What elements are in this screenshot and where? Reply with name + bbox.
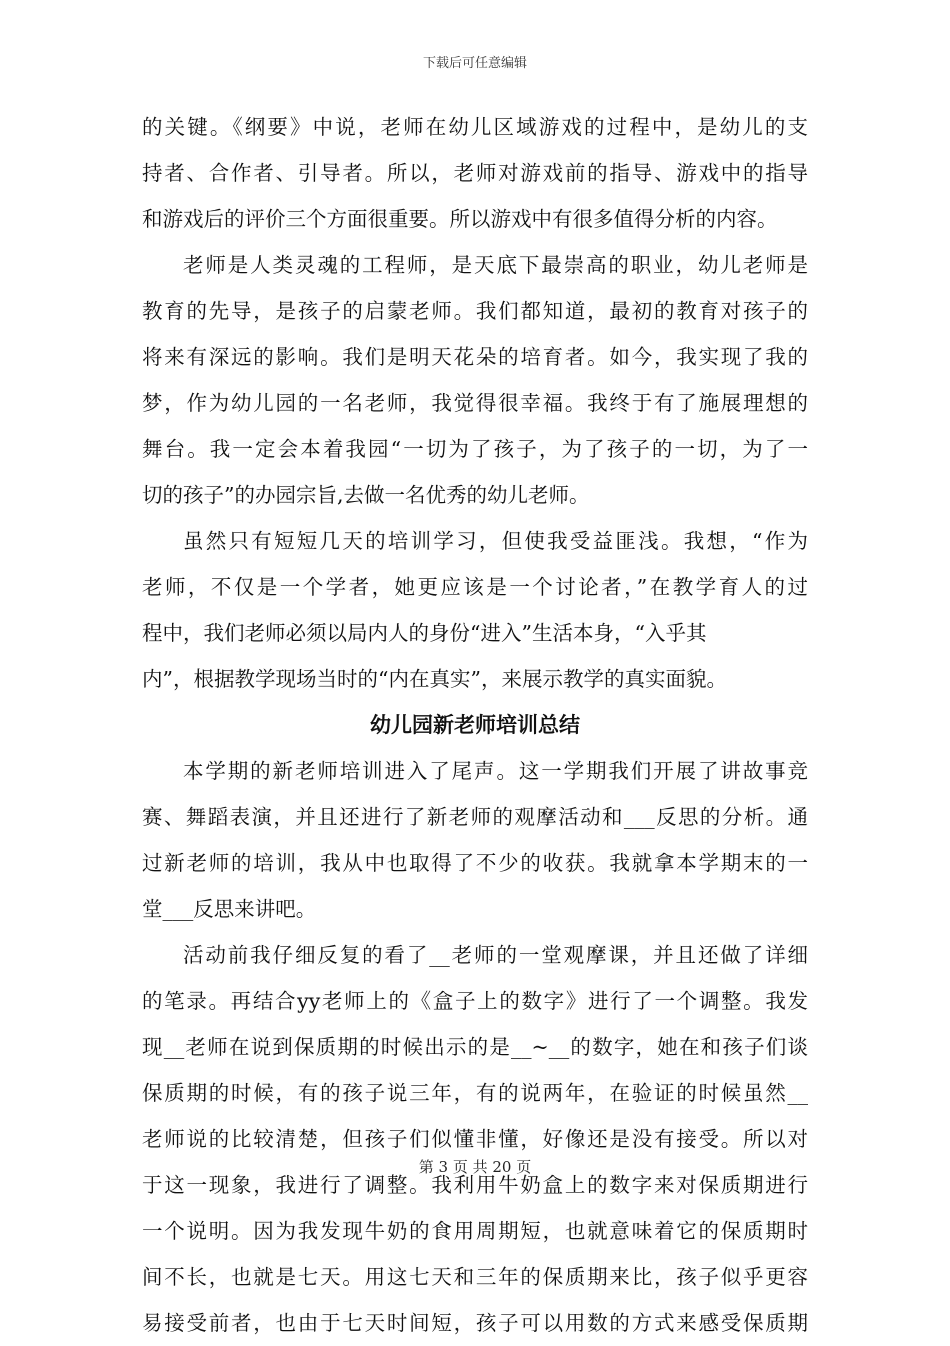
text-line: 将来有深远的影响。我们是明天花朵的培育者。如今，我实现了我的 [142,345,808,369]
text-line: 易接受前者，也由于七天时间短，孩子可以用数的方式来感受保质期 [142,1311,808,1335]
text-line: 于这一现象，我进行了调整。我利用牛奶盒上的数字来对保质期进行 [142,1173,808,1197]
text-line: 内”，根据教学现场当时的“内在真实”，来展示教学的真实面貌。 [142,667,727,691]
paragraph [142,518,808,702]
text-line: 本学期的新老师培训进入了尾声。这一学期我们开展了讲故事竞 [183,759,808,783]
page-footer: 第 3 页 共 20 页 [418,1158,532,1176]
text-line: 的笔录。再结合yy老师上的《盒子上的数字》进行了一个调整。我发 [142,989,808,1013]
text-line: 现__老师在说到保质期的时候出示的是__~__的数字，她在和孩子们谈 [142,1035,808,1059]
paragraph [142,242,808,518]
page-header: 下载后可任意编辑 [422,56,527,71]
text-line: 活动前我仔细反复的看了__老师的一堂观摩课，并且还做了详细 [183,943,808,967]
text-line: 持者、合作者、引导者。所以，老师对游戏前的指导、游戏中的指导 [142,161,808,185]
text-line: 和游戏后的评价三个方面很重要。所以游戏中有很多值得分析的内容。 [142,207,778,231]
text-line: 切的孩子”的办园宗旨,去做一名优秀的幼儿老师。 [142,483,590,507]
paragraph [142,932,808,1346]
text-line: 虽然只有短短几天的培训学习，但使我受益匪浅。我想，“作为 [183,529,808,553]
text-line: 舞台。我一定会本着我园“一切为了孩子，为了孩子的一切，为了一 [142,437,808,461]
text-line: 老师是人类灵魂的工程师，是天底下最崇高的职业，幼儿老师是 [183,253,808,277]
text-line: 一个说明。因为我发现牛奶的食用周期短，也就意味着它的保质期时 [142,1219,808,1243]
text-line: 堂___反思来讲吧。 [142,897,317,921]
text-line: 老师，不仅是一个学者，她更应该是一个讨论者，”在教学育人的过 [142,575,808,599]
text-line: 保质期的时候，有的孩子说三年，有的说两年，在验证的时候虽然__ [142,1081,808,1105]
text-line: 老师说的比较清楚，但孩子们似懂非懂，好像还是没有接受。所以对 [142,1127,808,1151]
text-line: 教育的先导，是孩子的启蒙老师。我们都知道，最初的教育对孩子的 [142,299,808,323]
paragraph [142,748,808,932]
text-line: 程中，我们老师必须以局内人的身份“进入”生活本身，“入乎其 [142,621,707,645]
text-line: 间不长，也就是七天。用这七天和三年的保质期来比，孩子似乎更容 [142,1265,808,1289]
paragraph [142,104,808,242]
text-line: 过新老师的培训，我从中也取得了不少的收获。我就拿本学期末的一 [142,851,808,875]
text-line: 的关键。《纲要》中说，老师在幼儿区域游戏的过程中，是幼儿的支 [142,115,808,139]
text-line: 梦，作为幼儿园的一名老师，我觉得很幸福。我终于有了施展理想的 [142,391,808,415]
text-line: 赛、舞蹈表演，并且还进行了新老师的观摩活动和___反思的分析。通 [142,805,808,829]
section-title: 幼儿园新老师培训总结 [370,712,580,737]
